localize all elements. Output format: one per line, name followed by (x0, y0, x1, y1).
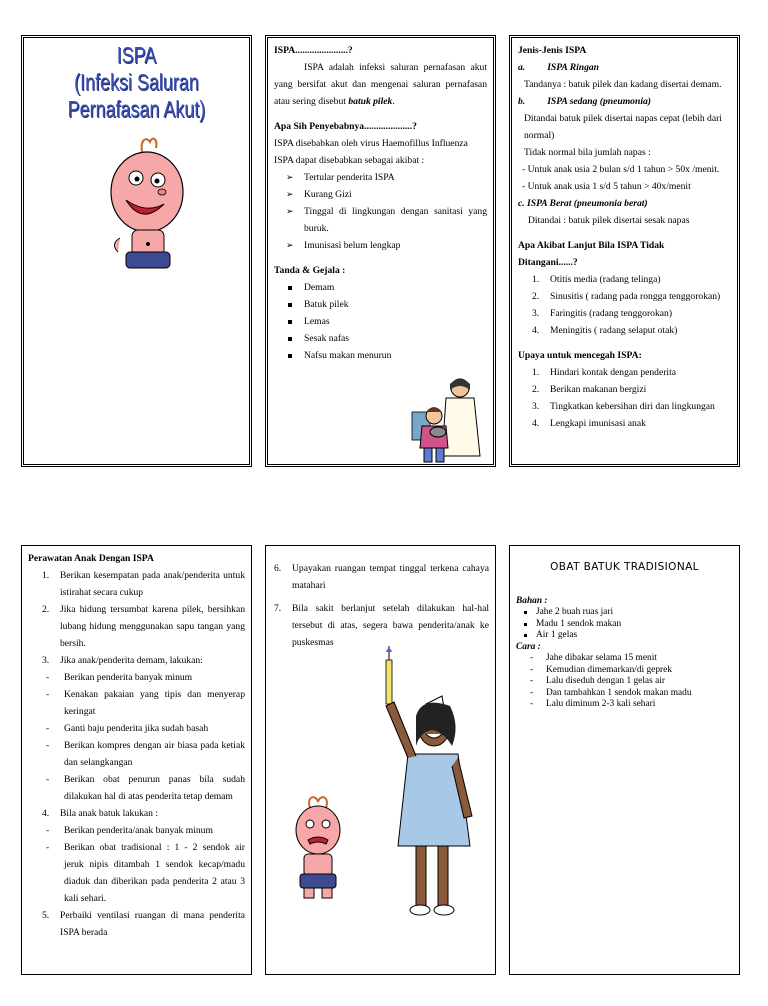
list-item: - Lalu diminum 2-3 kali sehari (516, 699, 733, 711)
list-item: Jahe 2 buah ruas jari (516, 607, 733, 619)
type-c-title: c. ISPA Berat (pneumonia berat) (518, 198, 648, 209)
method-list (516, 653, 733, 711)
list-item: ➢ Tinggal di lingkungan dengan sanitasi yang buruk. (274, 203, 487, 237)
list-item: Lemas (274, 313, 487, 330)
list-item: - Berikan penderita/anak banyak minum (28, 822, 245, 839)
symptom-list (274, 279, 487, 364)
sick-child-illustration (290, 794, 346, 900)
list-item: 1. Berikan kesempatan pada anak/penderita untuk istirahat secara cukup (42, 570, 245, 598)
prevention-list (518, 364, 731, 432)
cause-heading: Apa Sih Penyebabnya....................? (274, 121, 417, 132)
panel-remedy (509, 545, 740, 975)
list-item: - Kemudian dimemarkan/di geprek (516, 665, 733, 677)
care-heading: Perawatan Anak Dengan ISPA (28, 553, 154, 564)
list-item: - Berikan kompres dengan air biasa pada ketiak dan selangkangan (28, 737, 245, 771)
type-c-text: Ditandai : batuk pilek disertai sesak napas (528, 215, 690, 226)
list-item: - Lalu diseduh dengan 1 gelas air (516, 676, 733, 688)
list-item: - Berikan penderita banyak minum (28, 669, 245, 686)
definition-text: ISPA adalah infeksi saluran pernafasan akut yang bersifat akut dan mengenai saluran pernafasan atau sering disebut batuk pilek. (274, 62, 487, 107)
list-item: 2. Berikan makanan bergizi (532, 384, 647, 395)
care-list-continued (272, 560, 489, 651)
cause-text-1: ISPA disebabkan oleh virus Haemofillus Influenza (274, 138, 468, 149)
list-item: 3. Faringitis (radang tenggorokan) (532, 308, 673, 319)
list-item: Nafsu makan menurun (274, 347, 487, 364)
nurse-with-syringe-illustration (372, 646, 482, 922)
method-label: Cara : (516, 641, 541, 652)
panel-care (21, 545, 252, 975)
consequence-heading-2: Ditangani......? (518, 257, 578, 268)
list-item: - Berikan obat penurun panas bila sudah dilakukan hal di atas penderita tetap demam (28, 771, 245, 805)
list-item: 5. Perbaiki ventilasi ruangan di mana penderita ISPA berada (42, 910, 245, 938)
type-b-item: - Untuk anak usia 1 s/d 5 tahun > 40x/menit (522, 181, 691, 192)
list-item: Madu 1 sendok makan (516, 619, 733, 631)
prevent-heading: Upaya untuk mencegah ISPA: (518, 350, 642, 361)
list-item: - Dan tambahkan 1 sendok makan madu (516, 688, 733, 700)
panel-care-continued (265, 545, 496, 975)
list-item: Air 1 gelas (516, 630, 733, 642)
list-item: Demam (274, 279, 487, 296)
consequence-heading-1: Apa Akibat Lanjut Bila ISPA Tidak (518, 240, 665, 251)
panel-cover (21, 35, 252, 467)
list-item: - Kenakan pakaian yang tipis dan menyerap keringat (28, 686, 245, 720)
type-a-title: a. ISPA Ringan (518, 62, 600, 73)
list-item: 3. Tingkatkan kebersihan diri dan lingkungan (532, 401, 715, 412)
ingredient-list (516, 607, 733, 642)
type-b-item: - Untuk anak usia 2 bulan s/d 1 tahun > 50x /menit. (522, 164, 720, 175)
list-item: ➢ Imunisasi belum lengkap (274, 237, 487, 254)
cover-title-line1: ISPA (116, 42, 157, 68)
cover-title-line2: (Infeksi Saluran Pernafasan Akut) (67, 69, 206, 122)
types-heading: Jenis-Jenis ISPA (518, 45, 587, 56)
list-item: 4. Meningitis ( radang selaput otak) (532, 325, 678, 336)
type-a-text: Tandanya : batuk pilek dan kadang disertai demam. (524, 79, 722, 90)
panel-types (509, 35, 740, 467)
list-item: 1. Otitis media (radang telinga) (532, 274, 661, 285)
consequence-list (518, 271, 731, 339)
list-item: Sesak nafas (274, 330, 487, 347)
list-item: - Berikan obat tradisional : 1 - 2 sendok air jeruk nipis ditambah 1 sendok kecap/madu diaduk dan diberikan pada penderita 2 atau 3 kali sehari. (28, 839, 245, 907)
list-item: 4. Lengkapi imunisasi anak (532, 418, 646, 429)
type-b-title: b. ISPA sedang (pneumonia) (518, 96, 651, 107)
list-item: - Jahe dibakar selama 15 menit (516, 653, 733, 665)
type-b-text: Ditandai batuk pilek disertai napas cepat (lebih dari normal) (524, 113, 722, 141)
list-item: Batuk pilek (274, 296, 487, 313)
list-item: 1. Hindari kontak dengan penderita (532, 367, 677, 378)
list-item: 7. Bila sakit berlanjut setelah dilakukan hal-hal tersebut di atas, segera bawa penderita/anak ke puskesmas (274, 603, 489, 648)
list-item: 2. Sinusitis ( radang pada rongga tenggorokan) (532, 291, 721, 302)
list-item: 2. Jika hidung tersumbat karena pilek, bersihkan lubang hidung menggunakan sapu tangan yang bersih. (42, 604, 245, 649)
list-item: ➢ Tertular penderita ISPA (274, 169, 487, 186)
fever-sublist (28, 669, 245, 805)
remedy-title: OBAT BATUK TRADISIONAL (550, 561, 699, 573)
list-item: 3. Jika anak/penderita demam, lakukan: (42, 655, 203, 666)
list-item: 6. Upayakan ruangan tempat tinggal terkena cahaya matahari (274, 563, 489, 591)
cough-sublist (28, 822, 245, 907)
ingredients-label: Bahan : (516, 595, 548, 606)
cause-list (274, 169, 487, 254)
symptoms-heading: Tanda & Gejala : (274, 265, 346, 276)
type-b-text-2: Tidak normal bila jumlah napas : (524, 147, 651, 158)
happy-child-illustration (102, 134, 192, 276)
panel-definition (265, 35, 496, 467)
list-item: 4. Bila anak batuk lakukan : (42, 808, 159, 819)
list-item: - Ganti baju penderita jika sudah basah (28, 720, 245, 737)
cause-text-2: ISPA dapat disebabkan sebagai akibat : (274, 155, 425, 166)
cover-title (49, 42, 225, 123)
care-list (28, 567, 245, 669)
list-item: ➢ Kurang Gizi (274, 186, 487, 203)
doctor-with-child-illustration (406, 376, 490, 464)
definition-heading: ISPA......................? (274, 45, 353, 56)
